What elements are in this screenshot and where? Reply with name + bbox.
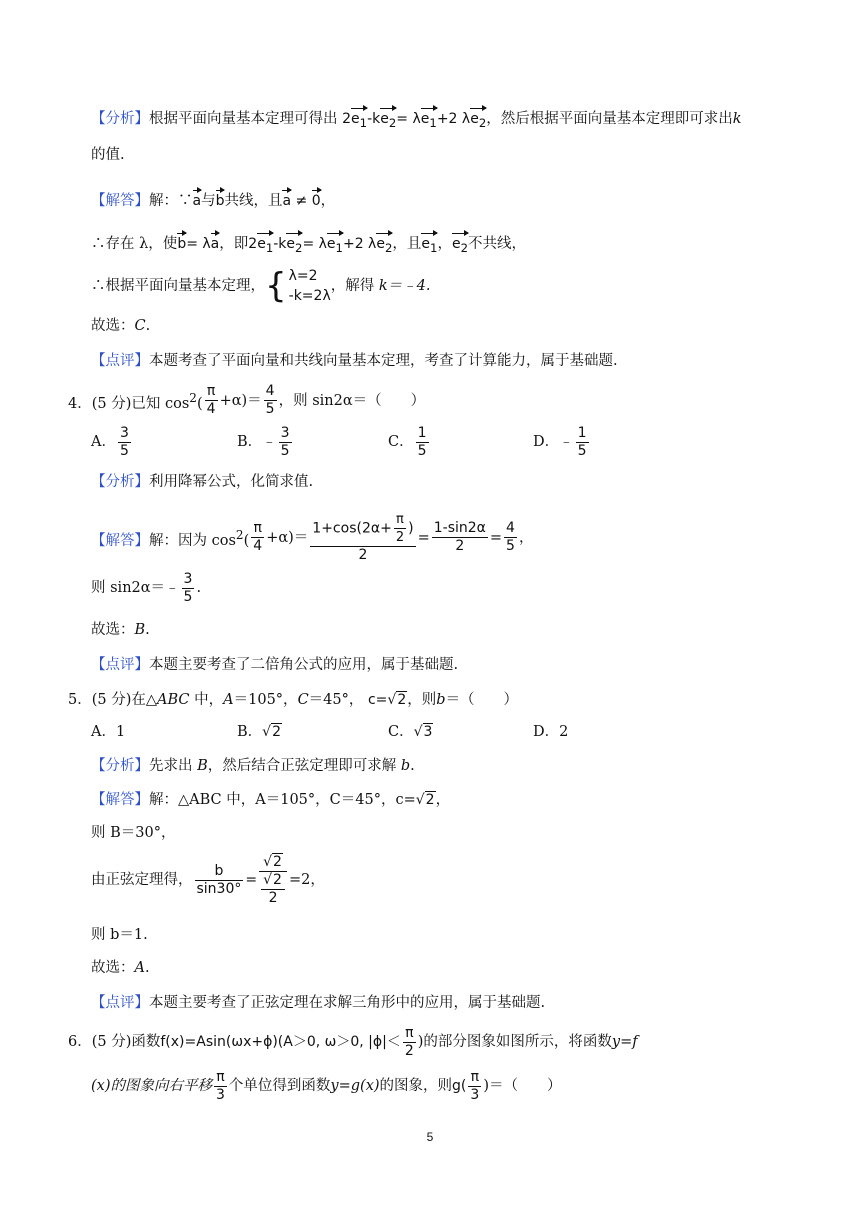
q5-solution-line-1: 【解答】解：△ABC 中，A＝105°，C＝45°，c=√2， xyxy=(91,792,451,808)
q3-solution-line-2: ∴存在 λ，使b= λa，即$2e_1-ke_2= \lambda e_1+2$ $\lambda e_2$，且$e_1$，$e_2$不共线， xyxy=(91,228,526,258)
q4-stem: 4．(5 分)已知 $\cos^2$( $\frac{\pi}{4}$ +α)＝ $\frac{4}{5}$ ，则 sin2α＝（ ） xyxy=(68,383,426,418)
q5-option-a[interactable]: A．1 xyxy=(91,724,126,740)
comment-tag: 【点评】 xyxy=(91,353,149,369)
q4-fraction-2: $\frac{1-\sin 2\alpha}{2}$ xyxy=(433,520,486,555)
q4-option-b[interactable]: B．﹣ $\frac{3}{5}$ xyxy=(237,424,290,459)
q5-option-b[interactable]: B．√2 xyxy=(237,724,281,740)
q4-solution-line-2: 则 sin2α＝﹣ $\frac{3}{5}$ . xyxy=(91,570,202,605)
page-number: 5 xyxy=(426,1130,434,1144)
q5-stem: 5．(5 分)在△ABC 中，A＝105°，C＝45°， c=√2，则b＝（ ） xyxy=(68,692,519,708)
q3-solution-line-3: ∴根据平面向量基本定理，{ λ=2 -k=2λ ，解得 k＝﹣4. xyxy=(91,266,431,306)
solution-tag: 【解答】 xyxy=(91,193,149,209)
q6-stem-line-2: (x)的图象向右平移 $\frac{\pi}{3}$ 个单位得到函数y=g(x)的图象，则g( $\frac{\pi}{3}$ )＝（ ） xyxy=(91,1068,562,1103)
q4-solution-line-1: 【解答】解：因为 $\cos^2$( $\frac{\pi}{4}$ +α)＝ 1+cos(2α+ $\frac{\pi}{2}$ ) 2 = $\frac{1-\sin 2\alpha}{2}$ = $\frac{4}{5}$ ， xyxy=(91,512,534,564)
vector-b: b xyxy=(216,185,225,211)
q4-choice: 故选：B. xyxy=(91,622,150,638)
q4-analysis: 【分析】利用降幂公式，化简求值. xyxy=(91,474,314,490)
q3-analysis-line: 【分析】根据平面向量基本定理可得出 $2e_1-ke_2= \lambda e_1+2$ $\lambda e_2$，然后根据平面向量基本定理即可求出k xyxy=(91,103,742,133)
left-brace-icon: { xyxy=(265,266,287,306)
q3-analysis-line-2: 的值. xyxy=(91,147,125,163)
q5-fraction-sqrt: $\frac{√2}{\frac{√2}{2}}$ xyxy=(259,854,287,907)
q3-comment: 【点评】本题考查了平面向量和共线向量基本定理，考查了计算能力，属于基础题. xyxy=(91,353,618,369)
q4-option-d[interactable]: D．﹣ $\frac{1}{5}$ xyxy=(533,424,587,459)
q5-option-c[interactable]: C．√3 xyxy=(388,724,433,740)
q3-choice: 故选：C. xyxy=(91,318,151,334)
q5-comment: 【点评】本题主要考查了正弦定理在求解三角形中的应用，属于基础题. xyxy=(91,995,546,1011)
analysis-tag: 【分析】 xyxy=(91,111,149,127)
q6-stem-line-1: 6．(5 分)函数f(x)=Asin(ωx+ϕ)(A＞0, ω＞0, |ϕ|＜ $\frac{\pi}{2}$ )的部分图象如图所示，将函数y=f xyxy=(68,1024,638,1059)
q5-analysis: 【分析】先求出 B，然后结合正弦定理即可求解 b. xyxy=(91,758,415,774)
q5-choice: 故选：A. xyxy=(91,960,150,976)
q5-solution-line-2: 则 B＝30°， xyxy=(91,825,176,841)
q4-option-c[interactable]: C． $\frac{1}{5}$ xyxy=(388,424,427,459)
q4-fraction-1: 1+cos(2α+ $\frac{\pi}{2}$ ) 2 xyxy=(312,512,414,564)
q5-option-d[interactable]: D．2 xyxy=(533,724,569,740)
vector-equation: $2e_1-ke_2= \lambda e_1+2$ $\lambda e_2$ xyxy=(342,111,486,127)
q5-solution-line-3: 由正弦定理得， $\frac{b}{\sin 30^\circ}$ = $\frac{√2}{\frac{√2}{2}}$ =2， xyxy=(91,853,325,906)
vector-a: a xyxy=(193,185,202,211)
q4-comment: 【点评】本题主要考查了二倍角公式的应用，属于基础题. xyxy=(91,657,459,673)
q5-solution-line-4: 则 b＝1. xyxy=(91,927,148,943)
equation-system: λ=2 -k=2λ xyxy=(288,268,331,304)
q4-option-a[interactable]: A． $\frac{3}{5}$ xyxy=(91,424,129,459)
q3-solution-line-1: 【解答】解：∵a与b共线，且a ≠ 0， xyxy=(91,185,335,211)
